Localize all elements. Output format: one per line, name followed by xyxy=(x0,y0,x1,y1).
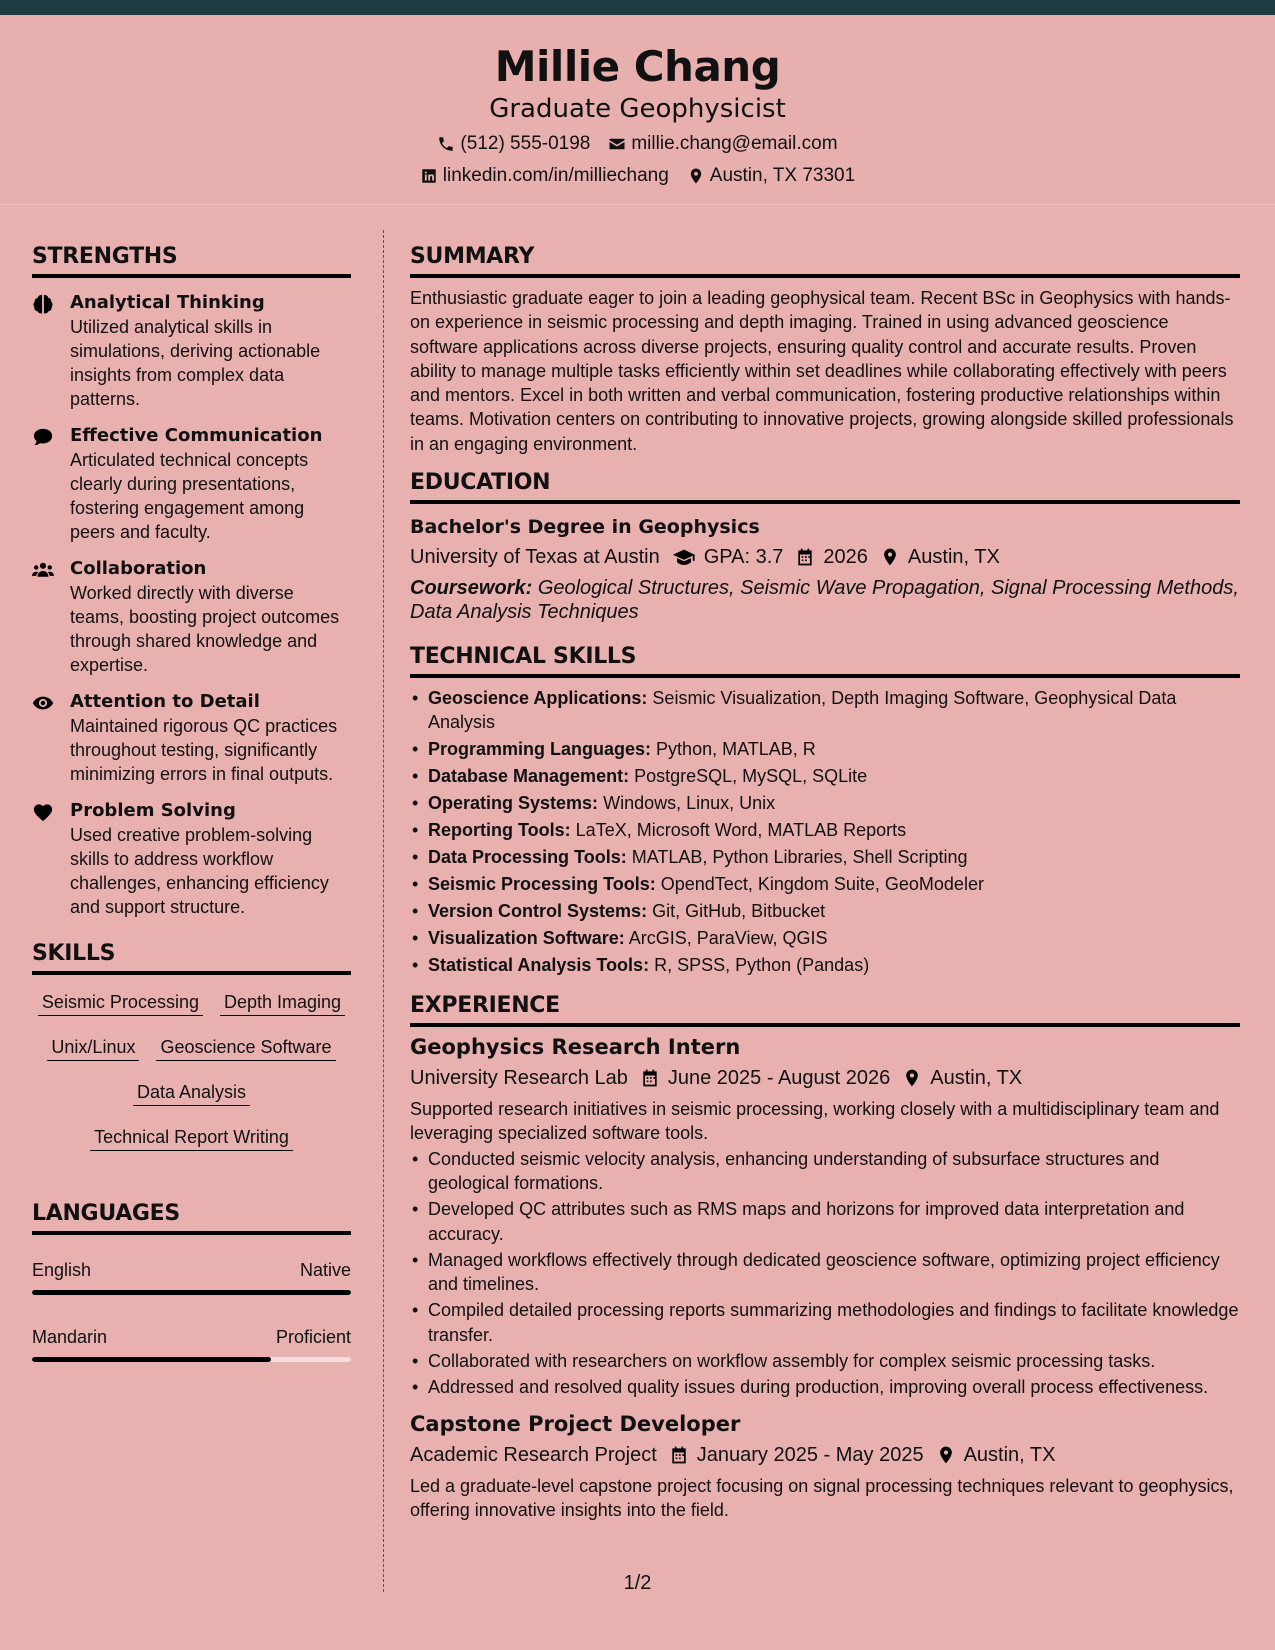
list-item: • Programming Languages: Python, MATLAB, R xyxy=(410,737,1240,761)
brain-icon xyxy=(32,294,54,314)
strength-desc: Articulated technical concepts clearly during presentations, fostering engagement among peers and faculty. xyxy=(70,450,309,542)
language-bar xyxy=(32,1290,351,1295)
language-level: Native xyxy=(299,1260,351,1280)
job-location: Austin, TX xyxy=(902,1063,1022,1093)
language-item xyxy=(32,1259,351,1295)
strength-desc: Utilized analytical skills in simulations, deriving actionable insights from complex data patterns. xyxy=(70,317,321,409)
job-dates: June 2025 - August 2026 xyxy=(640,1063,890,1093)
map-pin-icon xyxy=(880,547,900,567)
contact-row-2 xyxy=(0,165,1275,187)
eye-icon xyxy=(32,693,54,713)
linkedin-icon xyxy=(420,167,438,185)
job-entry xyxy=(410,1033,1240,1400)
job-location: Austin, TX xyxy=(936,1440,1056,1470)
skill-chip: Unix/Linux xyxy=(47,1036,139,1061)
language-bar-fill xyxy=(32,1290,351,1295)
graduation-cap-icon xyxy=(672,547,696,567)
list-item: • Statistical Analysis Tools: R, SPSS, Python (Pandas) xyxy=(410,953,1240,977)
left-column xyxy=(32,244,351,1362)
languages-section xyxy=(32,1201,351,1362)
job-bullets xyxy=(410,1147,1240,1400)
technical-skills-section xyxy=(410,644,1240,977)
calendar-icon xyxy=(795,547,815,567)
list-item: • Operating Systems: Windows, Linux, Unix xyxy=(410,791,1240,815)
calendar-icon xyxy=(669,1445,689,1465)
language-bar-fill xyxy=(32,1357,271,1362)
skill-chip: Depth Imaging xyxy=(220,991,345,1016)
strength-item xyxy=(32,557,351,677)
list-item: • Reporting Tools: LaTeX, Microsoft Word, MATLAB Reports xyxy=(410,818,1240,842)
location-text: Austin, TX 73301 xyxy=(709,165,856,186)
education-section xyxy=(410,470,1240,624)
resume-header xyxy=(0,15,1275,205)
technical-skills-list xyxy=(410,686,1240,977)
strength-title: Collaboration xyxy=(70,558,207,579)
job-meta xyxy=(410,1440,1240,1470)
language-bar xyxy=(32,1357,351,1362)
strengths-section xyxy=(32,244,351,919)
users-icon xyxy=(32,560,54,580)
list-item: • Version Control Systems: Git, GitHub, Bitbucket xyxy=(410,899,1240,923)
education-meta xyxy=(410,542,1240,572)
strength-item xyxy=(32,424,351,544)
list-item: • Compiled detailed processing reports summarizing methodologies and findings to facilitate knowledge transfer. xyxy=(410,1298,1240,1347)
job-description: Led a graduate-level capstone project focusing on signal processing techniques relevant to geophysics, offering innovative insights into the field. xyxy=(410,1475,1234,1520)
skills-section xyxy=(32,941,351,1151)
skill-chip: Technical Report Writing xyxy=(90,1126,293,1151)
list-item: • Addressed and resolved quality issues during production, improving overall process effectiveness. xyxy=(410,1375,1240,1399)
gpa: GPA: 3.7 xyxy=(672,542,784,572)
map-pin-icon xyxy=(936,1445,956,1465)
language-item xyxy=(32,1326,351,1362)
experience-section xyxy=(410,993,1240,1522)
strength-desc: Maintained rigorous QC practices throughout testing, significantly minimizing errors in final outputs. xyxy=(70,716,338,784)
page-number: 1/2 xyxy=(623,1572,652,1594)
candidate-title: Graduate Geophysicist xyxy=(489,94,786,124)
school-location: Austin, TX xyxy=(880,542,1000,572)
school-name: University of Texas at Austin xyxy=(410,546,660,569)
list-item: • Data Processing Tools: MATLAB, Python Libraries, Shell Scripting xyxy=(410,845,1240,869)
job-title: Capstone Project Developer xyxy=(410,1411,741,1436)
speech-bubble-icon xyxy=(32,427,54,447)
list-item: • Collaborated with researchers on workflow assembly for complex seismic processing tasks. xyxy=(410,1349,1240,1373)
contact-email[interactable] xyxy=(608,133,837,155)
language-name: Mandarin xyxy=(32,1327,108,1347)
job-description: Supported research initiatives in seismic processing, working closely with a multidisciplinary team and leveraging specialized software tools. xyxy=(410,1099,1220,1144)
graduation-year: 2026 xyxy=(795,542,868,572)
phone-text: (512) 555-0198 xyxy=(460,133,591,154)
strength-item xyxy=(32,690,351,786)
job-org: Academic Research Project xyxy=(410,1443,657,1466)
degree-title: Bachelor's Degree in Geophysics xyxy=(410,516,760,539)
coursework-list: Geological Structures, Seismic Wave Propagation, Signal Processing Methods, Data Analysis Techniques xyxy=(410,577,1239,624)
list-item: • Visualization Software: ArcGIS, ParaView, QGIS xyxy=(410,926,1240,950)
phone-icon xyxy=(437,135,455,153)
strength-title: Problem Solving xyxy=(70,800,236,821)
strength-desc: Used creative problem-solving skills to address workflow challenges, enhancing efficiency and support structure. xyxy=(70,825,329,917)
languages-heading: LANGUAGES xyxy=(32,1201,351,1235)
map-pin-icon xyxy=(687,167,705,185)
list-item: • Conducted seismic velocity analysis, enhancing understanding of subsurface structures and geological formations. xyxy=(410,1147,1240,1196)
strength-title: Analytical Thinking xyxy=(70,292,265,313)
strength-title: Attention to Detail xyxy=(70,691,260,712)
list-item: • Database Management: PostgreSQL, MySQL, SQLite xyxy=(410,764,1240,788)
map-pin-icon xyxy=(902,1068,922,1088)
heart-icon xyxy=(32,802,54,822)
skill-chip: Data Analysis xyxy=(133,1081,250,1106)
summary-text: Enthusiastic graduate eager to join a leading geophysical team. Recent BSc in Geophysics with hands-on experience in seismic processing and depth imaging. Trained in using advanced geoscience software applications across diverse projects, ensuring quality control and accurate results. Proven ability to manage multiple tasks efficiently within set deadlines while collaborating effectively with peers and mentors. Excel in both written and verbal communication, fostering productive relationships within teams. Motivation centers on contributing to innovative projects, growing alongside skilled professionals in an engaging environment. xyxy=(410,288,1234,454)
skills-heading: SKILLS xyxy=(32,941,351,975)
right-column xyxy=(410,244,1240,1522)
list-item: • Managed workflows effectively through dedicated geoscience software, optimizing project efficiency and timelines. xyxy=(410,1248,1240,1297)
job-dates: January 2025 - May 2025 xyxy=(669,1440,924,1470)
strength-item xyxy=(32,291,351,411)
strength-item xyxy=(32,799,351,919)
contact-phone xyxy=(437,133,590,155)
language-name: English xyxy=(32,1260,92,1280)
candidate-name: Millie Chang xyxy=(494,42,781,91)
skill-chip: Geoscience Software xyxy=(156,1036,335,1061)
contact-row-1 xyxy=(0,133,1275,155)
linkedin-link[interactable]: linkedin.com/in/milliechang xyxy=(442,165,669,186)
list-item: • Developed QC attributes such as RMS maps and horizons for improved data interpretation and accuracy. xyxy=(410,1197,1240,1246)
job-title: Geophysics Research Intern xyxy=(410,1035,741,1060)
technical-skills-heading: TECHNICAL SKILLS xyxy=(410,644,1240,678)
experience-heading: EXPERIENCE xyxy=(410,993,1240,1027)
list-item: • Geoscience Applications: Seismic Visualization, Depth Imaging Software, Geophysical Data Analysis xyxy=(410,686,1240,734)
education-heading: EDUCATION xyxy=(410,470,1240,504)
strength-desc: Worked directly with diverse teams, boosting project outcomes through shared knowledge and expertise. xyxy=(70,583,340,675)
coursework-label: Coursework: xyxy=(410,577,533,600)
column-divider xyxy=(383,230,384,1592)
language-level: Proficient xyxy=(275,1327,351,1347)
skills-chips xyxy=(32,991,351,1151)
summary-section xyxy=(410,244,1240,456)
list-item: • Seismic Processing Tools: OpendTect, Kingdom Suite, GeoModeler xyxy=(410,872,1240,896)
top-accent-bar xyxy=(0,0,1275,15)
job-entry xyxy=(410,1410,1240,1523)
strengths-heading: STRENGTHS xyxy=(32,244,351,278)
summary-heading: SUMMARY xyxy=(410,244,1240,278)
job-meta xyxy=(410,1063,1240,1093)
strength-title: Effective Communication xyxy=(70,425,323,446)
calendar-icon xyxy=(640,1068,660,1088)
coursework xyxy=(410,576,1240,624)
contact-location xyxy=(687,165,855,187)
envelope-icon xyxy=(608,135,626,153)
skill-chip: Seismic Processing xyxy=(38,991,203,1016)
contact-linkedin[interactable] xyxy=(420,165,669,187)
email-link[interactable]: millie.chang@email.com xyxy=(631,133,838,154)
job-org: University Research Lab xyxy=(410,1067,628,1090)
